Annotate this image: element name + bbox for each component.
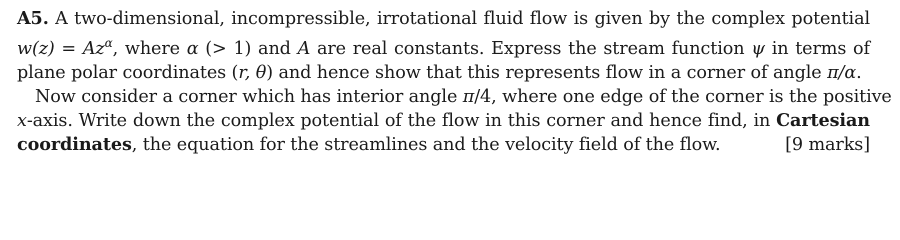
question-line-2: [17, 31, 870, 61]
math-pi: π: [462, 86, 475, 107]
question-text: plane polar coordinates (: [17, 62, 239, 83]
emphasis-coordinates: coordinates: [17, 133, 132, 155]
question-line-6: [17, 133, 870, 157]
question-line-3: [17, 61, 870, 85]
question-line-1: [17, 7, 870, 31]
math-r-theta: r, θ: [238, 62, 267, 83]
question-text: Now consider a corner which has interior angle: [35, 86, 463, 107]
question-text: A two-dimensional, incompressible, irrotational fluid flow is given by the complex potential: [55, 9, 871, 29]
exam-question: [17, 7, 892, 157]
math-psi: ψ: [751, 38, 765, 59]
marks-label: [9 marks]: [785, 134, 870, 155]
math-x: x: [17, 110, 27, 131]
math-alpha-exponent: α: [104, 36, 113, 50]
emphasis-cartesian: Cartesian: [776, 109, 870, 131]
math-a: A: [297, 38, 311, 59]
math-alpha: α: [186, 38, 199, 59]
math-pi-over-alpha: π/α: [827, 62, 857, 83]
question-text: .: [856, 62, 862, 83]
question-text: ) and hence show that this represents flow in a corner of angle: [266, 62, 828, 83]
question-line-4: [17, 85, 892, 109]
question-text: (> 1) and: [198, 38, 298, 59]
question-text: in terms of: [764, 38, 870, 59]
question-text: are real constants. Express the stream function: [310, 38, 752, 59]
question-text: , where: [112, 38, 187, 59]
question-text: -axis. Write down the complex potential of the flow in this corner and hence find, in: [26, 110, 777, 131]
question-number: A5.: [17, 8, 49, 29]
question-text: , the equation for the streamlines and the velocity field of the flow.: [131, 134, 721, 155]
math-equals: =: [54, 38, 83, 59]
math-az: Az: [82, 38, 105, 59]
question-line-5: [17, 109, 870, 133]
math-w-of-z: w(z): [17, 38, 55, 59]
question-text: /4, where one edge of the corner is the positive: [474, 86, 892, 107]
